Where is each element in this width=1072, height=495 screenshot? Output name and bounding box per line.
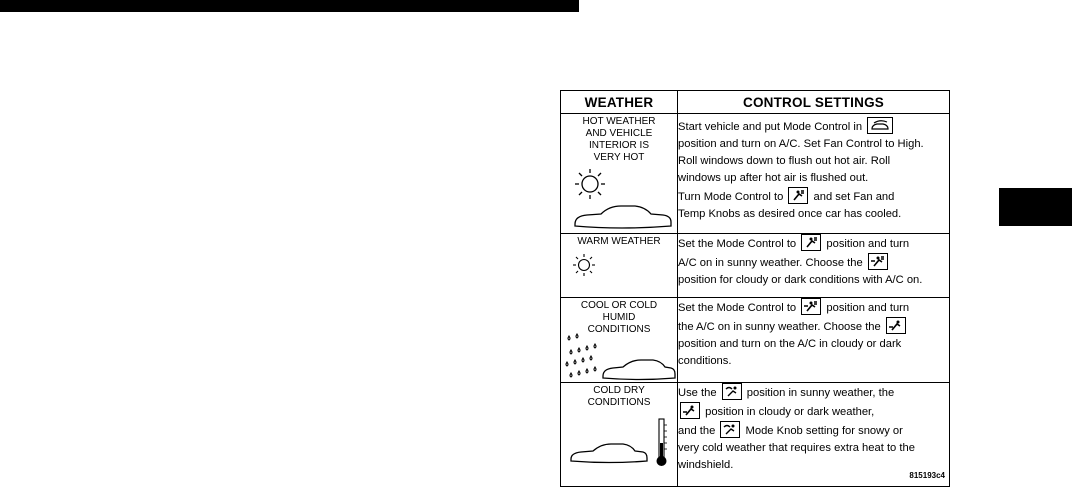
instruction-text: windshield.: [678, 459, 734, 471]
instruction-text: position and turn on the A/C in cloudy or dark: [678, 338, 902, 350]
sun-icon: [575, 169, 605, 199]
weather-label: COLD DRY CONDITIONS: [587, 385, 651, 408]
floor-mode-icon: [680, 402, 700, 419]
mix-defrost-mode-icon: [722, 383, 742, 400]
control-settings-cell: [678, 234, 950, 298]
instruction-text: position and turn: [826, 238, 910, 250]
instruction-text: Set the Mode Control to: [678, 302, 797, 314]
panel-vent-mode-icon: [801, 234, 821, 251]
table-row: [561, 234, 950, 298]
instruction-text: position and turn on A/C. Set Fan Control to High.: [678, 138, 924, 150]
car-icon: [571, 444, 647, 463]
instruction-text: and the: [678, 425, 716, 437]
settings-table: [560, 90, 950, 487]
recirculation-mode-icon: [867, 117, 893, 134]
sun-icon: [573, 254, 595, 276]
car-icon: [603, 360, 675, 380]
instruction-text: conditions.: [678, 355, 732, 367]
car-icon: [575, 206, 671, 228]
instruction-text: Roll windows down to flush out hot air. Roll: [678, 155, 891, 167]
instruction-text: windows up after hot air is flushed out.: [678, 172, 869, 184]
weather-cell: [561, 234, 678, 298]
instruction-text: Use the: [678, 387, 717, 399]
instruction-text: the A/C on in sunny weather. Choose the: [678, 321, 881, 333]
section-tab-marker: [999, 188, 1072, 226]
raindrops-icon: [566, 334, 596, 377]
table-row: [561, 383, 950, 487]
bi-level-mode-icon: [801, 298, 821, 315]
instruction-text: Start vehicle and put Mode Control in: [678, 121, 863, 133]
instruction-text: very cold weather that requires extra heat to the: [678, 442, 915, 454]
bi-level-mode-icon: [868, 253, 888, 270]
instruction-text: Mode Knob setting for snowy or: [745, 425, 903, 437]
weather-label: COOL OR COLD HUMID CONDITIONS: [580, 300, 658, 335]
page-header-bar: [0, 0, 579, 12]
weather-cell: [561, 298, 678, 383]
instruction-text: position in cloudy or dark weather,: [705, 406, 875, 418]
table-header-row: [561, 91, 950, 114]
warm-sun-illustration: [561, 234, 678, 298]
weather-cell: [561, 114, 678, 234]
mix-defrost-mode-icon: [720, 421, 740, 438]
control-settings-cell: [678, 114, 950, 234]
weather-cell: [561, 383, 678, 487]
weather-label: HOT WEATHER AND VEHICLE INTERIOR IS VERY HOT: [582, 116, 656, 163]
control-settings-cell: [678, 383, 950, 487]
control-settings-cell: [678, 298, 950, 383]
hot-sun-car-illustration: [561, 114, 678, 234]
instruction-text: Temp Knobs as desired once car has cooled.: [678, 208, 902, 220]
panel-vent-mode-icon: [788, 187, 808, 204]
control-settings-column-header: CONTROL SETTINGS: [678, 91, 950, 114]
floor-mode-icon: [886, 317, 906, 334]
instruction-text: A/C on in sunny weather. Choose the: [678, 257, 863, 269]
instruction-text: Set the Mode Control to: [678, 238, 797, 250]
thermometer-icon: [657, 419, 668, 466]
figure-code: 815193c4: [909, 471, 945, 480]
instruction-text: and set Fan and: [813, 191, 895, 203]
instruction-text: Turn Mode Control to: [678, 191, 784, 203]
cold-car-thermometer-illustration: [561, 383, 678, 487]
instruction-text: position and turn: [826, 302, 910, 314]
weather-label: WARM WEATHER: [577, 236, 661, 247]
table-row: [561, 298, 950, 383]
instruction-text: position in sunny weather, the: [746, 387, 895, 399]
rain-car-illustration: [561, 298, 678, 383]
climate-control-table: [560, 90, 950, 487]
table-row: [561, 114, 950, 234]
instruction-text: position for cloudy or dark conditions with A/C on.: [678, 274, 923, 286]
weather-column-header: WEATHER: [561, 91, 678, 114]
